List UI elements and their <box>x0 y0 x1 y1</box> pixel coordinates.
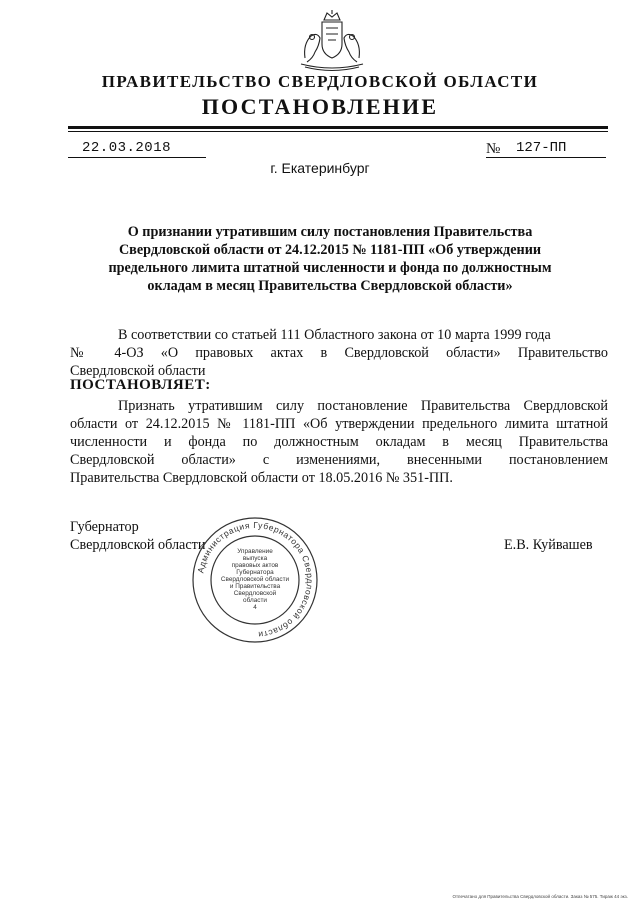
preamble-line: В соответствии со статьей 111 Областного закона от 10 марта 1999 года <box>118 327 551 343</box>
stamp-center-line: Губернатора <box>236 569 274 576</box>
resolve-heading: ПОСТАНОВЛЯЕТ: <box>70 377 211 393</box>
resolution-line: Признать утратившим силу постановление Правительства Свердловской <box>118 398 608 414</box>
position-line: Губернатор <box>70 519 139 535</box>
stamp-center-line: выпуска <box>242 555 268 562</box>
stamp-center-line: Свердловской области <box>220 576 290 583</box>
title-line: О признании утратившим силу постановления Правительства <box>127 224 533 240</box>
number-underline <box>486 157 606 158</box>
stamp-center-line: области <box>243 597 267 604</box>
resolution-line: численности и фонда по должностным окладам в месяц Правительства <box>70 434 608 450</box>
stamp-ring-text: Администрация Губернатора Свердловской области <box>195 519 316 640</box>
stamp-center-line: Управление <box>237 548 273 555</box>
document-title <box>90 223 570 295</box>
resolution-line: Свердловской области» с изменениями, внесенными постановлением <box>70 452 608 468</box>
title-line: предельного лимита штатной численности и фонда по должностным <box>108 260 552 276</box>
number-label: № <box>486 141 501 157</box>
stamp-center-line: 4 <box>253 604 257 611</box>
title-line: Свердловской области от 24.12.2015 № 1181-ПП «Об утверждении <box>118 242 542 258</box>
preamble-line: № 4-ОЗ «О правовых актах в Свердловской области» Правительство <box>70 345 608 361</box>
position-line: Свердловской области <box>70 537 206 553</box>
coat-of-arms-icon <box>295 10 369 72</box>
print-footer: Отпечатано для Правительства Свердловской области. Заказ № 575. Тираж 44 экз. <box>452 894 628 899</box>
city: г. Екатеринбург <box>270 160 370 176</box>
header-divider-thick <box>68 126 608 129</box>
preamble-line: Свердловской области <box>70 363 206 379</box>
organization-title: ПРАВИТЕЛЬСТВО СВЕРДЛОВСКОЙ ОБЛАСТИ <box>101 72 539 91</box>
stamp-center-line: правовых актов <box>231 562 279 569</box>
signatory-position <box>70 518 205 554</box>
signatory-name: Е.В. Куйвашев <box>504 537 593 553</box>
stamp-center-line: и Правительства <box>229 583 281 590</box>
document-date: 22.03.2018 <box>82 140 172 156</box>
stamp-center-line: Свердловской <box>233 590 277 597</box>
resolution-line: Правительства Свердловской области от 18.05.2016 № 351-ПП. <box>70 470 453 486</box>
header-divider-thin <box>68 131 608 132</box>
title-line: окладам в месяц Правительства Свердловской области» <box>147 278 513 294</box>
resolution-line: области от 24.12.2015 № 1181-ПП «Об утверждении предельного лимита штатной <box>70 416 608 432</box>
official-stamp <box>190 515 320 645</box>
date-underline <box>68 157 206 158</box>
document-type: ПОСТАНОВЛЕНИЕ <box>201 94 439 119</box>
document-number: 127-ПП <box>516 140 567 156</box>
